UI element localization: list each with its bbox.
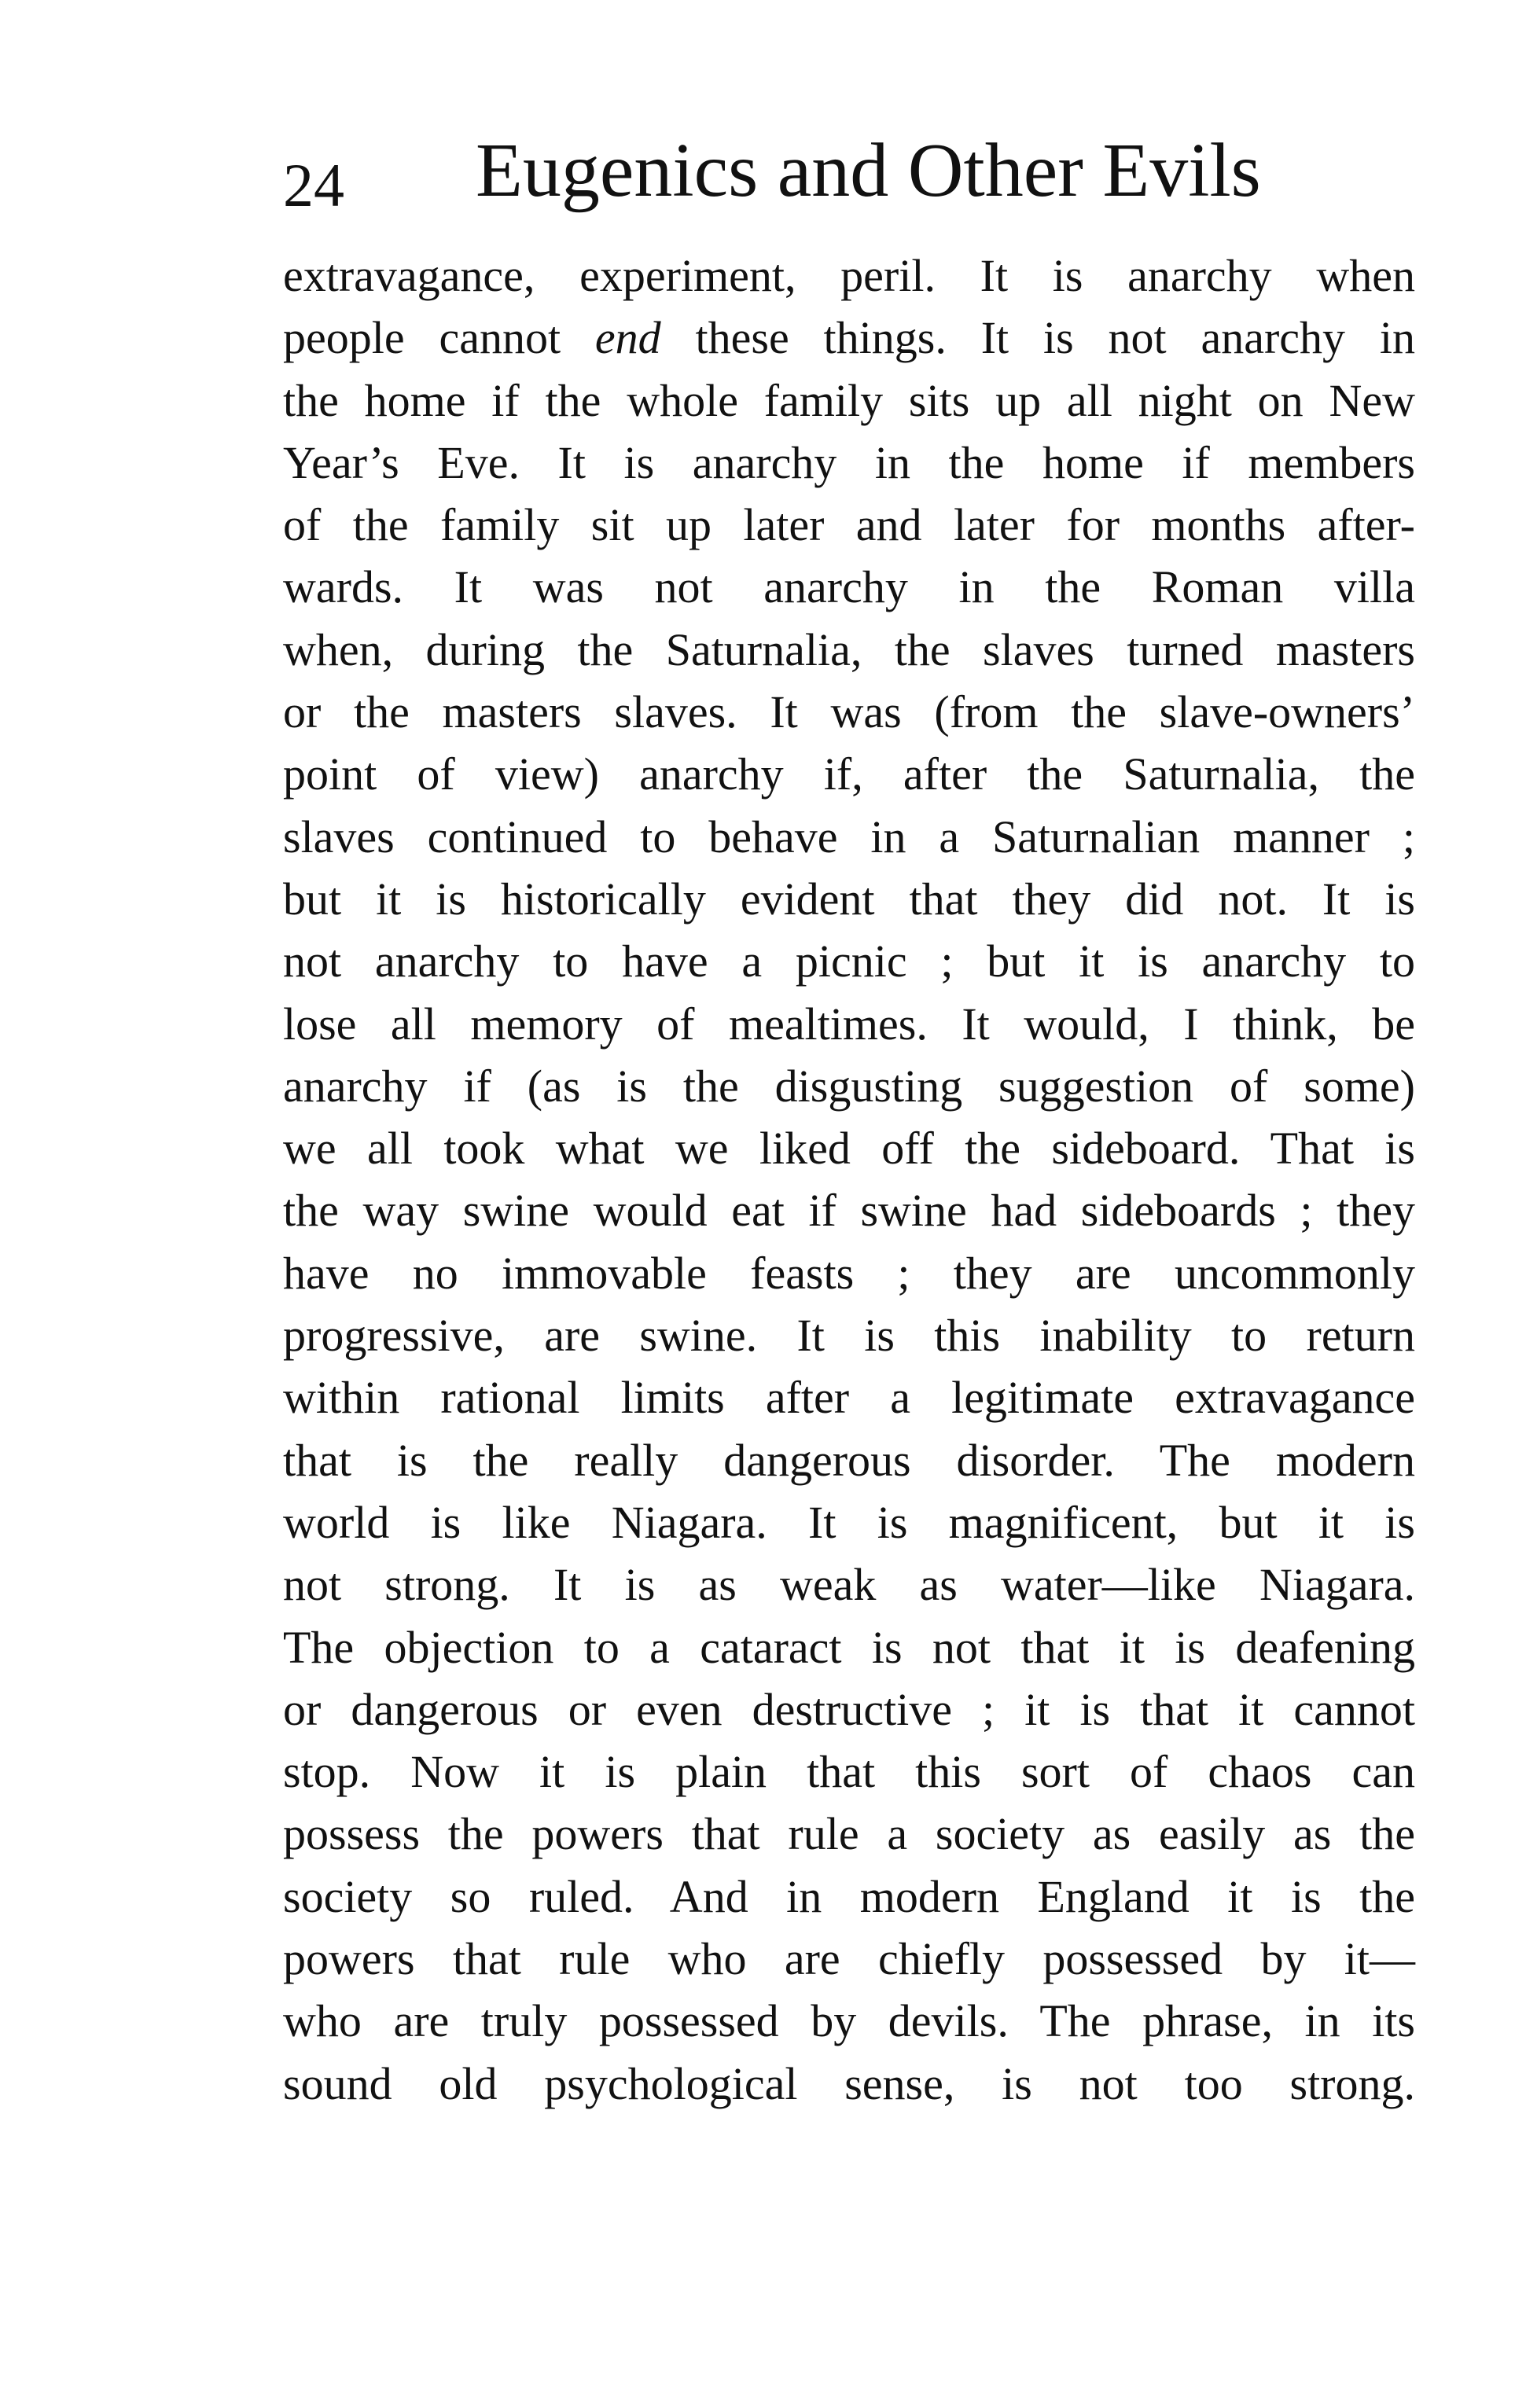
text-line: slaves continued to behave in a Saturnalian manner ; <box>283 811 1415 862</box>
text-line: possess the powers that rule a society as easily as the <box>283 1808 1415 1860</box>
text-line: we all took what we liked off the sideboard. That is <box>283 1123 1415 1175</box>
text-line: lose all memory of mealtimes. It would, I think, be <box>283 998 1415 1050</box>
text-line: who are truly possessed by devils. The phrase, in its <box>283 1995 1415 2047</box>
text-line: of the family sit up later and later for months after- <box>283 499 1415 551</box>
text-line: or the masters slaves. It was (from the slave-owners’ <box>283 686 1415 738</box>
page-number: 24 <box>283 151 344 219</box>
text-line: extravagance, experiment, peril. It is anarchy when <box>283 250 1415 301</box>
text-line: or dangerous or even destructive ; it is that it cannot <box>283 1683 1415 1735</box>
text-line: the way swine would eat if swine had sideboards ; they <box>283 1185 1415 1237</box>
text-line: world is like Niagara. It is magnificent, but it is <box>283 1496 1415 1548</box>
text-line: stop. Now it is plain that this sort of chaos can <box>283 1746 1415 1798</box>
body-text <box>283 244 1415 2115</box>
text-line: powers that rule who are chiefly possessed by it— <box>283 1933 1415 1985</box>
text-line: the home if the whole family sits up all night on New <box>283 374 1415 426</box>
text-line: not strong. It is as weak as water—like Niagara. <box>283 1559 1415 1611</box>
running-header <box>283 126 1415 219</box>
text-line: wards. It was not anarchy in the Roman villa <box>283 561 1415 613</box>
text-line: The objection to a cataract is not that it is deafening <box>283 1621 1415 1673</box>
running-title: Eugenics and Other Evils <box>476 128 1261 213</box>
text-line <box>283 307 1415 369</box>
text-line: that is the really dangerous disorder. The modern <box>283 1434 1415 1486</box>
text-line: point of view) anarchy if, after the Saturnalia, the <box>283 748 1415 800</box>
text-line: society so ruled. And in modern England it is the <box>283 1870 1415 1922</box>
text-line: Year’s Eve. It is anarchy in the home if members <box>283 436 1415 488</box>
text-line: not anarchy to have a picnic ; but it is anarchy to <box>283 936 1415 987</box>
text-segment: people cannot <box>283 312 595 364</box>
italic-word: end <box>594 312 661 364</box>
text-line: have no immovable feasts ; they are uncommonly <box>283 1247 1415 1299</box>
text-line: within rational limits after a legitimate extravagance <box>283 1372 1415 1424</box>
text-segment: these things. It is not anarchy in <box>660 312 1416 364</box>
text-line: sound old psychological sense, is not too strong. <box>283 2057 1415 2109</box>
text-line: progressive, are swine. It is this inability to return <box>283 1310 1415 1362</box>
text-line: anarchy if (as is the disgusting suggestion of some) <box>283 1060 1415 1112</box>
text-line: but it is historically evident that they did not. It is <box>283 873 1415 925</box>
text-line: when, during the Saturnalia, the slaves turned masters <box>283 623 1415 675</box>
